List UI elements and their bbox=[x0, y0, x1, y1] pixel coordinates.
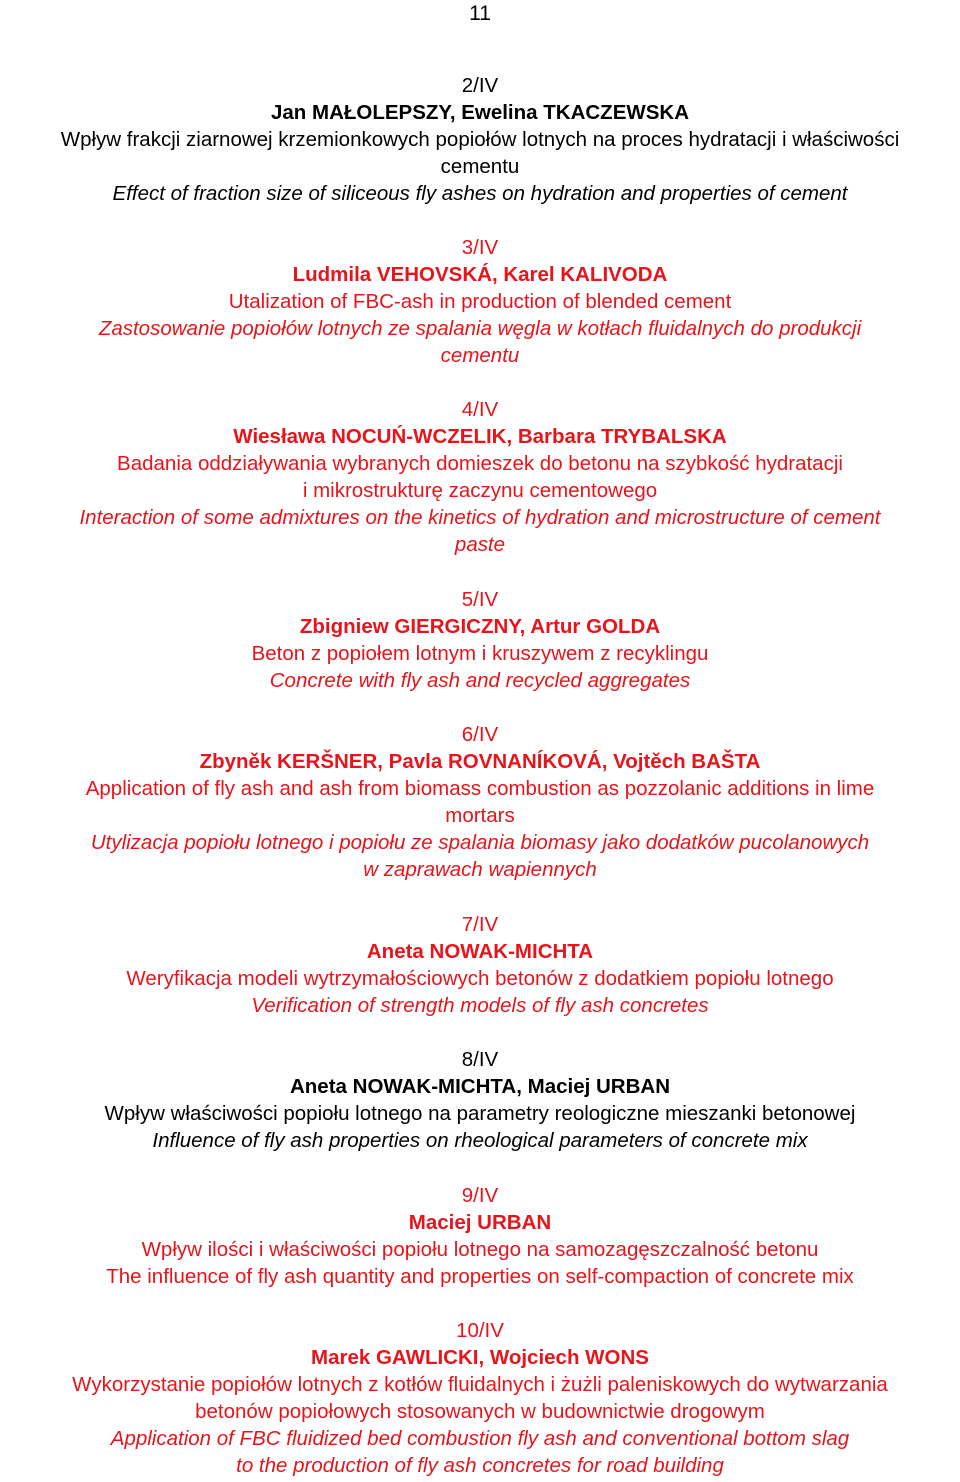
entry-authors: Aneta NOWAK-MICHTA bbox=[366, 940, 594, 963]
entry-authors: Wiesława NOCUŃ-WCZELIK, Barbara TRYBALSKA bbox=[233, 425, 727, 448]
entry-number: 5/IV bbox=[461, 588, 499, 611]
entry-title-translation-line: Verification of strength models of fly ash concretes bbox=[251, 994, 709, 1017]
entry-title-translation-line: Utylizacja popiołu lotnego i popiołu ze spalania biomasy jako dodatków pucolanowych bbox=[90, 831, 870, 854]
entry-authors: Ludmila VEHOVSKÁ, Karel KALIVODA bbox=[292, 263, 668, 286]
entry-2-iv bbox=[0, 72, 960, 207]
entry-title-line: Wpływ frakcji ziarnowej krzemionkowych popiołów lotnych na proces hydratacji i właściwości bbox=[60, 128, 900, 151]
entry-number: 10/IV bbox=[456, 1319, 504, 1342]
entry-number: 3/IV bbox=[461, 236, 499, 259]
entry-number: 2/IV bbox=[461, 74, 499, 97]
entry-8-iv bbox=[0, 1046, 960, 1154]
entry-4-iv bbox=[0, 396, 960, 558]
entry-number: 7/IV bbox=[461, 913, 499, 936]
entry-number: 9/IV bbox=[461, 1184, 499, 1207]
entry-title-translation-line: Effect of fraction size of siliceous fly ashes on hydration and properties of cement bbox=[112, 182, 848, 205]
entry-9-iv bbox=[0, 1182, 960, 1290]
entry-title-translation-line: Influence of fly ash properties on rheological parameters of concrete mix bbox=[152, 1129, 808, 1152]
entry-title-line: Wykorzystanie popiołów lotnych z kotłów fluidalnych i żużli paleniskowych do wytwarzania bbox=[72, 1373, 888, 1396]
entry-authors: Aneta NOWAK-MICHTA, Maciej URBAN bbox=[289, 1075, 671, 1098]
entry-number: 4/IV bbox=[461, 398, 499, 421]
entry-title-line: Weryfikacja modeli wytrzymałościowych betonów z dodatkiem popiołu lotnego bbox=[126, 967, 834, 990]
entry-title-translation-line: Interaction of some admixtures on the kinetics of hydration and microstructure of cement bbox=[79, 506, 881, 529]
entry-title-line: mortars bbox=[445, 804, 515, 827]
entry-title-line: cementu bbox=[440, 155, 520, 178]
entry-7-iv bbox=[0, 911, 960, 1019]
entry-title-line: Badania oddziaływania wybranych domieszek do betonu na szybkość hydratacji bbox=[117, 452, 843, 475]
entry-title-line: Beton z popiołem lotnym i kruszywem z recyklingu bbox=[251, 642, 709, 665]
entry-title-line: Utalization of FBC-ash in production of blended cement bbox=[228, 290, 732, 313]
entry-title-translation-line: to the production of fly ash concretes for road building bbox=[236, 1454, 724, 1477]
entry-title-translation-line: Application of FBC fluidized bed combustion fly ash and conventional bottom slag bbox=[110, 1427, 850, 1450]
entry-title-translation-line: w zaprawach wapiennych bbox=[363, 858, 597, 881]
entry-title-line: Wpływ właściwości popiołu lotnego na parametry reologiczne mieszanki betonowej bbox=[104, 1102, 856, 1125]
entry-title-translation-line: Concrete with fly ash and recycled aggregates bbox=[269, 669, 691, 692]
entry-5-iv bbox=[0, 586, 960, 694]
entry-title-line: Wpływ ilości i właściwości popiołu lotnego na samozagęszczalność betonu bbox=[141, 1238, 819, 1261]
entry-number: 8/IV bbox=[461, 1048, 499, 1071]
entry-title-line: betonów popiołowych stosowanych w budownictwie drogowym bbox=[195, 1400, 765, 1423]
entry-title-line: i mikrostrukturę zaczynu cementowego bbox=[302, 479, 658, 502]
entry-title-line: The influence of fly ash quantity and properties on self-compaction of concrete mix bbox=[106, 1265, 854, 1288]
entry-authors: Zbigniew GIERGICZNY, Artur GOLDA bbox=[299, 615, 661, 638]
entry-title-translation-line: Zastosowanie popiołów lotnych ze spalania węgla w kotłach fluidalnych do produkcji bbox=[98, 317, 862, 340]
entry-authors: Jan MAŁOLEPSZY, Ewelina TKACZEWSKA bbox=[270, 101, 690, 124]
page-number: 11 bbox=[469, 2, 491, 25]
entry-title-translation-line: paste bbox=[454, 533, 506, 556]
entry-authors: Maciej URBAN bbox=[408, 1211, 552, 1234]
entry-10-iv bbox=[0, 1317, 960, 1479]
entry-3-iv bbox=[0, 234, 960, 369]
entry-title-translation-line: cementu bbox=[440, 344, 520, 367]
entry-title-line: Application of fly ash and ash from biomass combustion as pozzolanic additions in lime bbox=[85, 777, 875, 800]
entry-number: 6/IV bbox=[461, 723, 499, 746]
entry-6-iv bbox=[0, 721, 960, 883]
entry-authors: Zbyněk KERŠNER, Pavla ROVNANÍKOVÁ, Vojtěch BAŠTA bbox=[199, 750, 761, 773]
entry-authors: Marek GAWLICKI, Wojciech WONS bbox=[311, 1346, 649, 1369]
